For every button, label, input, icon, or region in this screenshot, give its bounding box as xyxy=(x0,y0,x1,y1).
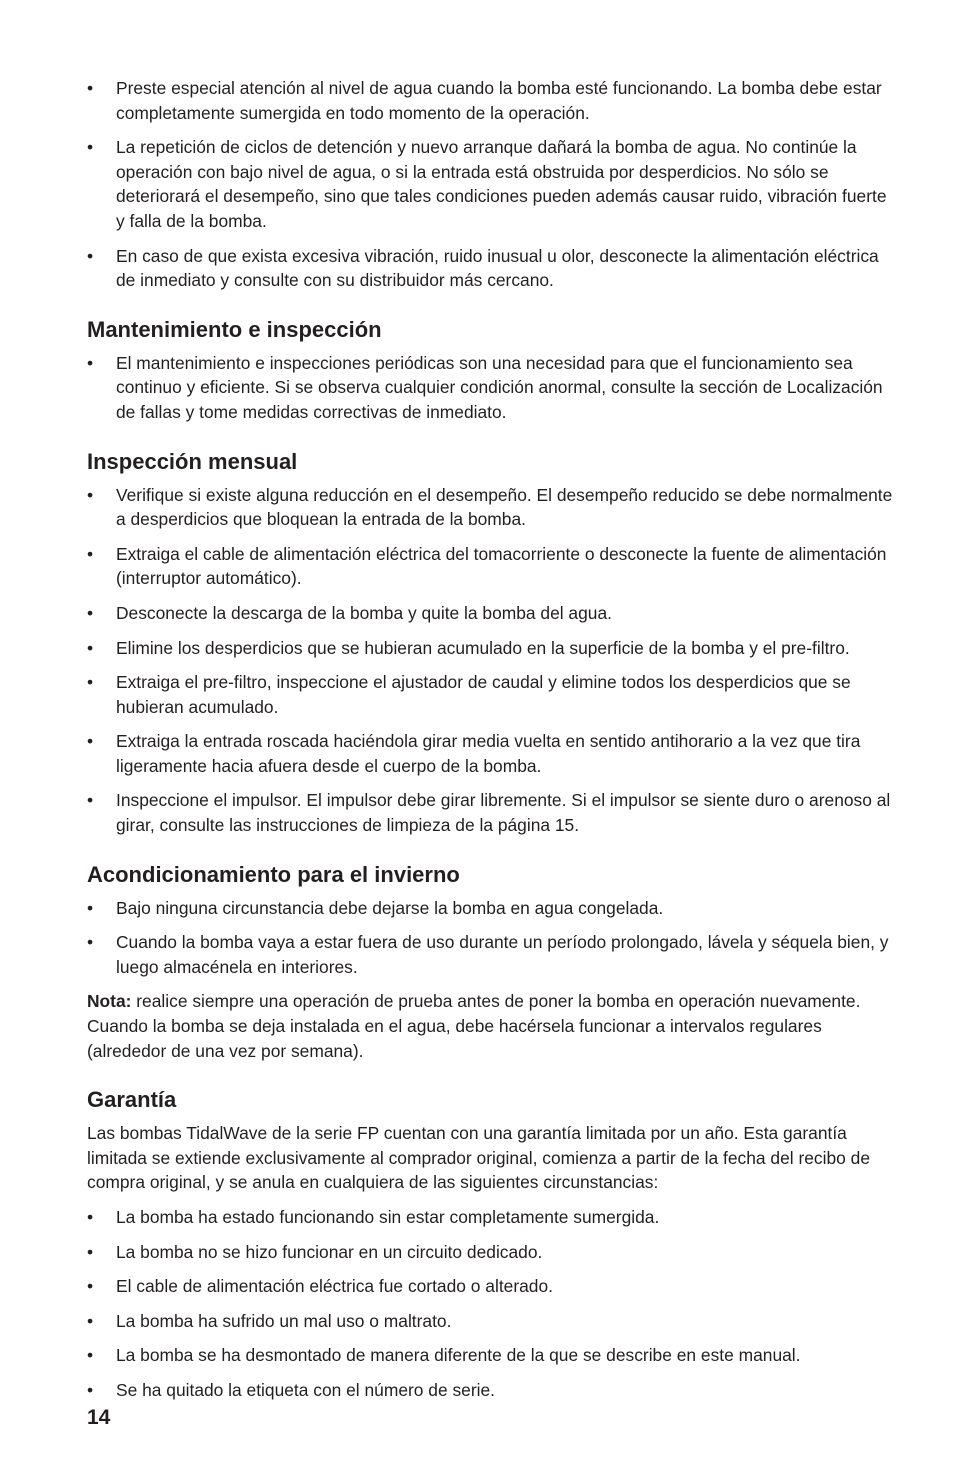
winterizing-heading: Acondicionamiento para el invierno xyxy=(87,861,460,887)
list-item: • Cuando la bomba vaya a estar fuera de uso durante un período prolongado, lávela y séquela bien, y luego almacénela en interiores. xyxy=(87,930,897,979)
list-item: • La repetición de ciclos de detención y nuevo arranque dañará la bomba de agua. No continúe la operación con bajo nivel de agua, o si la entrada está obstruida por desperdicios. No sólo se deteriorará el desempeño, sino que tales condiciones pueden además causar ruido, vibración fuerte y falla de la bomba. xyxy=(87,135,897,233)
list-item: • Bajo ninguna circunstancia debe dejarse la bomba en agua congelada. xyxy=(87,896,897,921)
warranty-heading: Garantía xyxy=(87,1087,177,1113)
list-item: • La bomba ha sufrido un mal uso o maltrato. xyxy=(87,1309,897,1334)
list-item: • La bomba ha estado funcionando sin estar completamente sumergida. xyxy=(87,1205,897,1230)
list-item: • Extraiga el cable de alimentación eléctrica del tomacorriente o desconecte la fuente de alimentación (interruptor automático). xyxy=(87,542,897,591)
warranty-paragraph: Las bombas TidalWave de la serie FP cuentan con una garantía limitada por un año. Esta garantía limitada se extiende exclusivamente al comprador original, comienza a partir de la fecha del recibo de compra original, y se anula en cualquiera de las siguientes circunstancias: xyxy=(87,1123,870,1193)
list-item: • Desconecte la descarga de la bomba y quite la bomba del agua. xyxy=(87,601,897,626)
intro-list xyxy=(87,76,897,293)
maintenance-list xyxy=(87,351,897,425)
list-item: • En caso de que exista excesiva vibración, ruido inusual u olor, desconecte la alimentación eléctrica de inmediato y consulte con su distribuidor más cercano. xyxy=(87,244,897,293)
list-item: • Verifique si existe alguna reducción en el desempeño. El desempeño reducido se debe normalmente a desperdicios que bloquean la entrada de la bomba. xyxy=(87,483,897,532)
note-text: realice siempre una operación de prueba antes de poner la bomba en operación nuevamente. Cuando la bomba se deja instalada en el agua, debe hacérsela funcionar a intervalos regulares (alrededor de una vez por semana). xyxy=(87,991,861,1061)
list-item: • Elimine los desperdicios que se hubieran acumulado en la superficie de la bomba y el pre-filtro. xyxy=(87,636,897,661)
winterizing-list xyxy=(87,896,897,980)
list-item: • Extraiga el pre-filtro, inspeccione el ajustador de caudal y elimine todos los desperdicios que se hubieran acumulado. xyxy=(87,670,897,719)
list-item: • Extraiga la entrada roscada haciéndola girar media vuelta en sentido antihorario a la vez que tira ligeramente hacia afuera desde el cuerpo de la bomba. xyxy=(87,729,897,778)
list-item: • La bomba no se hizo funcionar en un circuito dedicado. xyxy=(87,1240,897,1265)
list-item: • El mantenimiento e inspecciones periódicas son una necesidad para que el funcionamiento sea continuo y eficiente. Si se observa cualquier condición anormal, consulte la sección de Localización de fallas y tome medidas correctivas de inmediato. xyxy=(87,351,897,425)
list-item: • Preste especial atención al nivel de agua cuando la bomba esté funcionando. La bomba debe estar completamente sumergida en todo momento de la operación. xyxy=(87,76,897,125)
list-item: • Inspeccione el impulsor. El impulsor debe girar libremente. Si el impulsor se siente duro o arenoso al girar, consulte las instrucciones de limpieza de la página 15. xyxy=(87,788,897,837)
list-item: • La bomba se ha desmontado de manera diferente de la que se describe en este manual. xyxy=(87,1343,897,1368)
document-page xyxy=(87,76,897,1413)
page-number: 14 xyxy=(87,1406,111,1429)
list-item: • Se ha quitado la etiqueta con el número de serie. xyxy=(87,1378,897,1403)
warranty-list xyxy=(87,1205,897,1403)
note-label: Nota: xyxy=(87,991,132,1012)
maintenance-heading: Mantenimiento e inspección xyxy=(87,316,382,342)
list-item: • El cable de alimentación eléctrica fue cortado o alterado. xyxy=(87,1274,897,1299)
monthly-inspection-heading: Inspección mensual xyxy=(87,448,298,474)
monthly-inspection-list xyxy=(87,483,897,838)
note-paragraph xyxy=(87,989,897,1063)
